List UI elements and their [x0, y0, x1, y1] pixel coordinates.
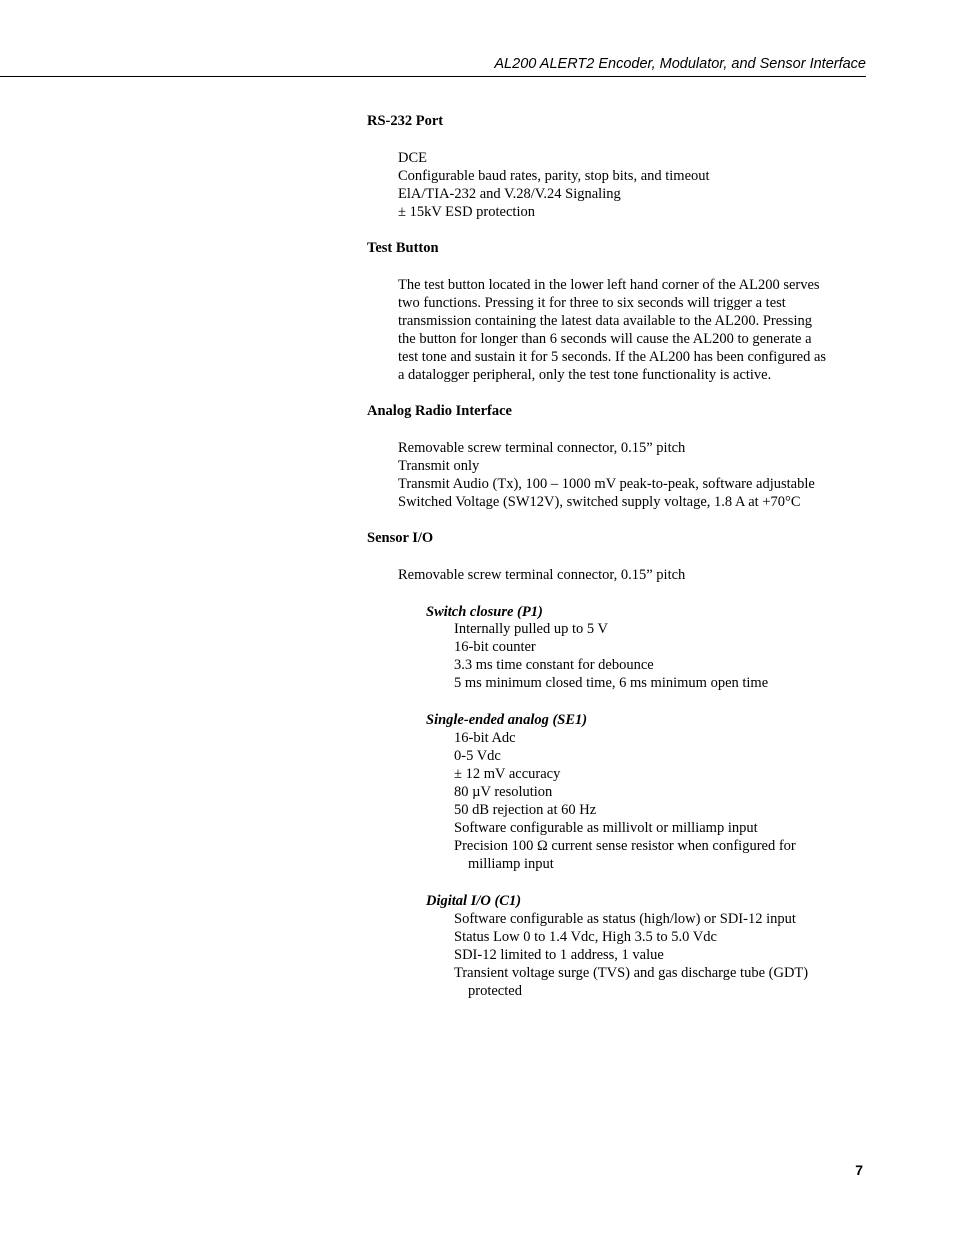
- header-title: AL200 ALERT2 Encoder, Modulator, and Sensor Interface: [494, 56, 866, 72]
- single-ended-item: 80 µV resolution: [454, 784, 553, 800]
- switch-closure-heading: Switch closure (P1): [426, 604, 543, 620]
- digital-io-item: Software configurable as status (high/low) or SDI-12 input: [454, 911, 796, 927]
- rs232-heading: RS-232 Port: [367, 113, 444, 129]
- analog-radio-item: Switched Voltage (SW12V), switched supply voltage, 1.8 A at +70°C: [398, 494, 801, 510]
- test-button-heading: Test Button: [367, 240, 439, 256]
- single-ended-item: 16-bit Adc: [454, 730, 516, 746]
- test-button-line: the button for longer than 6 seconds will cause the AL200 to generate a: [398, 331, 812, 347]
- test-button-line: a datalogger peripheral, only the test tone functionality is active.: [398, 367, 772, 383]
- digital-io-list: [454, 910, 866, 1000]
- single-ended-item: Software configurable as millivolt or milliamp input: [454, 820, 758, 836]
- single-ended-list: [454, 729, 866, 873]
- single-ended-heading: Single-ended analog (SE1): [426, 712, 588, 728]
- test-button-line: test tone and sustain it for 5 seconds. If the AL200 has been configured as: [398, 349, 827, 365]
- switch-closure-item: 5 ms minimum closed time, 6 ms minimum open time: [454, 675, 769, 691]
- sensor-io-heading: Sensor I/O: [367, 530, 434, 546]
- single-ended-item: Precision 100 Ω current sense resistor when configured for milliamp input: [454, 838, 796, 872]
- test-button-line: transmission containing the latest data available to the AL200. Pressing: [398, 313, 812, 329]
- analog-radio-item: Removable screw terminal connector, 0.15” pitch: [398, 440, 686, 456]
- rs232-item: ± 15kV ESD protection: [398, 204, 535, 220]
- rs232-item: DCE: [398, 150, 427, 166]
- single-ended-item: ± 12 mV accuracy: [454, 766, 561, 782]
- digital-io-item: Status Low 0 to 1.4 Vdc, High 3.5 to 5.0 Vdc: [454, 929, 717, 945]
- analog-radio-list: [398, 439, 868, 511]
- switch-closure-list: [454, 620, 866, 692]
- switch-closure-item: 3.3 ms time constant for debounce: [454, 657, 654, 673]
- switch-closure-item: 16-bit counter: [454, 639, 536, 655]
- single-ended-item: 0-5 Vdc: [454, 748, 501, 764]
- digital-io-item: Transient voltage surge (TVS) and gas discharge tube (GDT) protected: [454, 965, 809, 999]
- sensor-io-intro-text: Removable screw terminal connector, 0.15” pitch: [398, 567, 686, 583]
- test-button-line: The test button located in the lower left hand corner of the AL200 serves: [398, 277, 820, 293]
- rs232-item: Configurable baud rates, parity, stop bits, and timeout: [398, 168, 710, 184]
- sensor-io-intro: [398, 566, 868, 584]
- analog-radio-item: Transmit only: [398, 458, 480, 474]
- rs232-item: ElA/TIA-232 and V.28/V.24 Signaling: [398, 186, 621, 202]
- analog-radio-heading: Analog Radio Interface: [367, 403, 512, 419]
- page-header: [0, 56, 866, 77]
- switch-closure-item: Internally pulled up to 5 V: [454, 621, 608, 637]
- analog-radio-item: Transmit Audio (Tx), 100 – 1000 mV peak-to-peak, software adjustable: [398, 476, 815, 492]
- test-button-paragraph: [398, 276, 868, 384]
- digital-io-heading: Digital I/O (C1): [426, 893, 522, 909]
- digital-io-item: SDI-12 limited to 1 address, 1 value: [454, 947, 664, 963]
- page-number: 7: [855, 1162, 863, 1178]
- rs232-list: [398, 149, 868, 221]
- single-ended-item: 50 dB rejection at 60 Hz: [454, 802, 597, 818]
- test-button-line: two functions. Pressing it for three to six seconds will trigger a test: [398, 295, 786, 311]
